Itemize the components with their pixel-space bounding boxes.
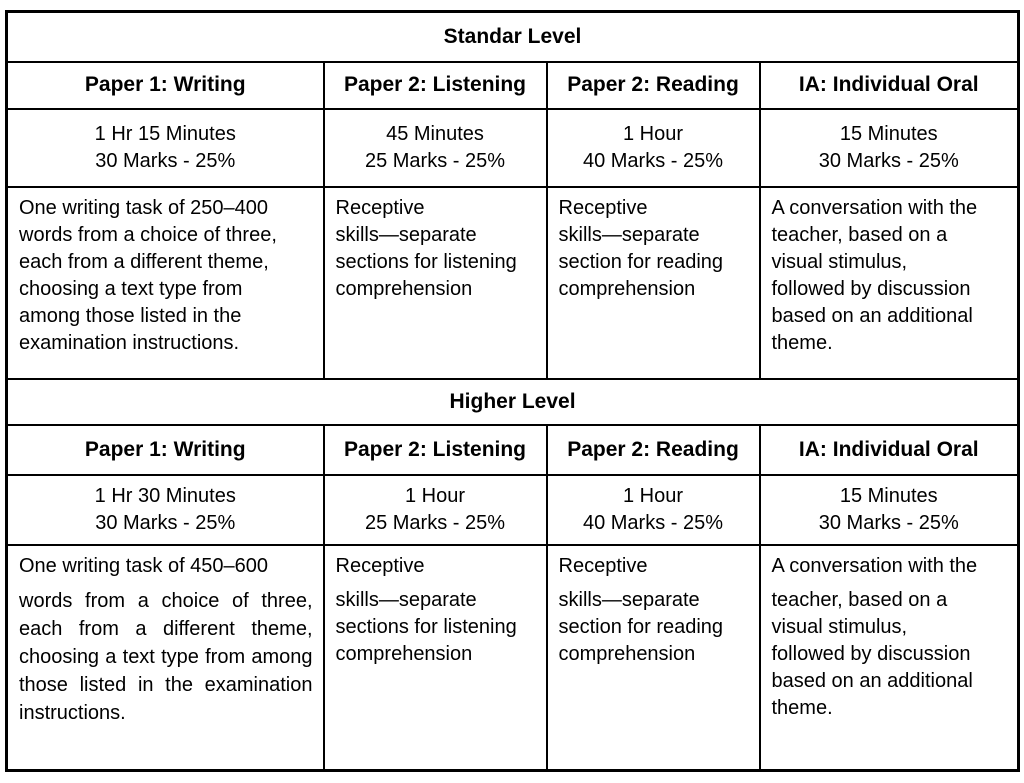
text-line: section for reading (558, 615, 724, 638)
duration-time: 1 Hour (622, 484, 684, 507)
duration-marks: 30 Marks - 25% (818, 511, 959, 534)
duration-marks: 30 Marks - 25% (818, 149, 959, 172)
hl-header-ia-individual-oral: IA: Individual Oral (760, 425, 1019, 475)
text-line: each from a different theme, (19, 250, 269, 273)
description-lead-line: Receptive (335, 554, 425, 577)
description-text (336, 195, 536, 303)
text-line: examination instructions. (19, 331, 240, 354)
text-line: followed by discussion (771, 642, 971, 665)
sl-header-paper1-writing: Paper 1: Writing (7, 62, 324, 109)
standard-level-duration-row (7, 109, 1019, 187)
text-line: teacher, based on a (771, 223, 948, 246)
sl-duration-reading (547, 109, 760, 187)
hl-duration-listening (324, 475, 547, 545)
text-line: skills—separate (558, 588, 700, 611)
duration-time: 15 Minutes (839, 122, 938, 145)
text-line: theme. (771, 696, 833, 719)
higher-level-title-row (7, 379, 1019, 425)
text-line: sections for listening (335, 250, 517, 273)
text-line: among those listed in the (19, 304, 242, 327)
duration-marks: 40 Marks - 25% (582, 149, 724, 172)
hl-duration-ia (760, 475, 1019, 545)
higher-level-title: Higher Level (7, 379, 1019, 425)
standard-level-header-row (7, 62, 1019, 109)
duration-time: 15 Minutes (839, 484, 938, 507)
hl-duration-writing (7, 475, 324, 545)
text-line: teacher, based on a (771, 588, 948, 611)
text-line: comprehension (558, 277, 696, 300)
description-lead-line: A conversation with the (771, 554, 978, 577)
text-line: followed by discussion (771, 277, 971, 300)
hl-description-reading (547, 545, 760, 771)
text-line: comprehension (558, 642, 696, 665)
standard-level-title: Standar Level (7, 12, 1019, 62)
text-line: comprehension (335, 277, 473, 300)
text-line: Receptive (335, 196, 425, 219)
description-text (559, 195, 749, 303)
description-lead-line: Receptive (558, 554, 648, 577)
duration-time: 1 Hr 30 Minutes (94, 484, 236, 507)
text-line: theme. (771, 331, 833, 354)
duration-time: 1 Hr 15 Minutes (94, 122, 236, 145)
sl-header-ia-individual-oral: IA: Individual Oral (760, 62, 1019, 109)
duration-time: 1 Hour (404, 484, 466, 507)
hl-duration-reading (547, 475, 760, 545)
assessment-table (5, 10, 1020, 772)
sl-header-paper2-listening: Paper 2: Listening (324, 62, 547, 109)
hl-description-writing (7, 545, 324, 771)
text-line: skills—separate (558, 223, 700, 246)
higher-level-description-row (7, 545, 1019, 771)
hl-header-paper1-writing: Paper 1: Writing (7, 425, 324, 475)
text-line: visual stimulus, (771, 250, 908, 273)
sl-duration-ia (760, 109, 1019, 187)
description-text (772, 587, 1008, 722)
sl-duration-writing (7, 109, 324, 187)
duration-marks: 25 Marks - 25% (364, 511, 506, 534)
text-line: comprehension (335, 642, 473, 665)
text-line: skills—separate (335, 588, 477, 611)
higher-level-header-row (7, 425, 1019, 475)
text-line: words from a choice of three, (19, 223, 277, 246)
hl-description-listening (324, 545, 547, 771)
duration-marks: 30 Marks - 25% (95, 149, 236, 172)
hl-header-paper2-listening: Paper 2: Listening (324, 425, 547, 475)
sl-duration-listening (324, 109, 547, 187)
duration-marks: 25 Marks - 25% (364, 149, 506, 172)
text-line: section for reading (558, 250, 724, 273)
text-line: sections for listening (335, 615, 517, 638)
standard-level-description-row (7, 187, 1019, 379)
text-line: choosing a text type from (19, 277, 243, 300)
text-line: visual stimulus, (771, 615, 908, 638)
higher-level-duration-row (7, 475, 1019, 545)
sl-header-paper2-reading: Paper 2: Reading (547, 62, 760, 109)
text-line: Receptive (558, 196, 648, 219)
description-text (559, 587, 749, 668)
description-lead-line: One writing task of 450–600 (19, 554, 269, 577)
description-text: words from a choice of three, each from a different theme, choosing a text type from among those listed in the examination instructions. (19, 589, 313, 724)
duration-marks: 40 Marks - 25% (582, 511, 724, 534)
hl-description-ia (760, 545, 1019, 771)
duration-time: 45 Minutes (386, 122, 484, 145)
text-line: based on an additional (771, 304, 973, 327)
hl-header-paper2-reading: Paper 2: Reading (547, 425, 760, 475)
text-line: based on an additional (771, 669, 973, 692)
standard-level-title-row (7, 12, 1019, 62)
text-line: skills—separate (335, 223, 477, 246)
text-line: A conversation with the (771, 196, 978, 219)
sl-description-ia (760, 187, 1019, 379)
description-text (772, 195, 1008, 357)
duration-marks: 30 Marks - 25% (95, 511, 236, 534)
duration-time: 1 Hour (622, 122, 684, 145)
sl-description-writing (7, 187, 324, 379)
text-line: One writing task of 250–400 (19, 196, 269, 219)
sl-description-reading (547, 187, 760, 379)
description-text (336, 587, 536, 668)
sl-description-listening (324, 187, 547, 379)
description-text (19, 195, 313, 357)
